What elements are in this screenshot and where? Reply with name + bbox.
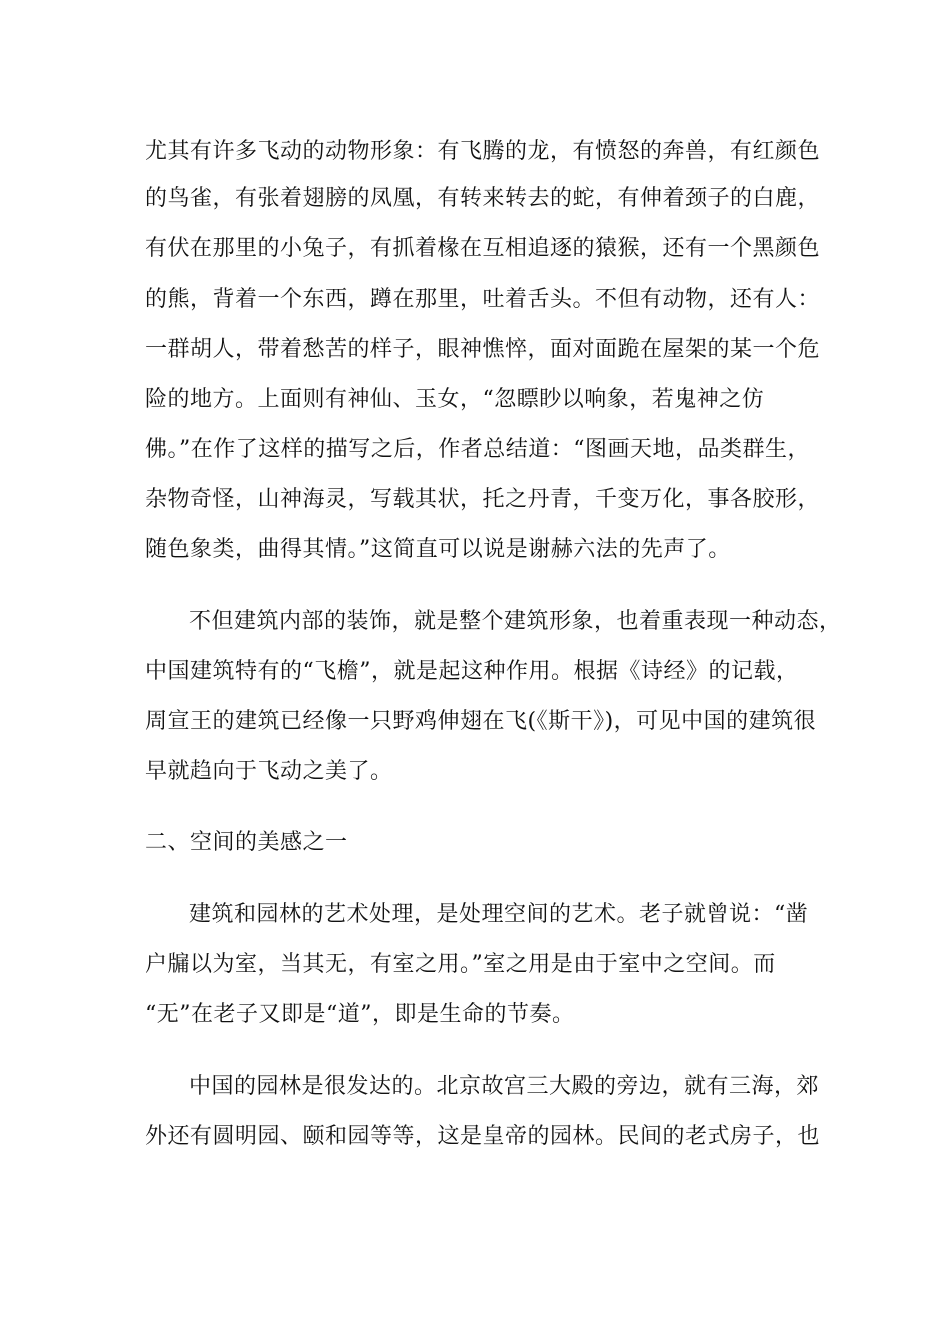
text-line: 的鸟雀，有张着翅膀的凤凰，有转来转去的蛇，有伸着颈子的白鹿， bbox=[145, 186, 821, 211]
text-line: 有伏在那里的小兔子，有抓着椽在互相追逐的猿猴，还有一个黑颜色 bbox=[145, 236, 821, 261]
text-line: 户牖以为室，当其无，有室之用。”室之用是由于室中之空间。而 bbox=[145, 952, 776, 977]
text-line: 不但建筑内部的装饰，就是整个建筑形象，也着重表现一种动态， bbox=[189, 609, 842, 634]
section-title: 二、空间的美感之一 bbox=[145, 830, 348, 855]
text-line: 早就趋向于飞动之美了。 bbox=[145, 759, 393, 784]
text-line: 尤其有许多飞动的动物形象：有飞腾的龙，有愤怒的奔兽，有红颜色 bbox=[145, 139, 821, 164]
text-line: 杂物奇怪，山神海灵，写载其状，托之丹青，千变万化，事各胶形， bbox=[145, 487, 821, 512]
text-line: 周宣王的建筑已经像一只野鸡伸翅在飞(《斯干》)，可见中国的建筑很 bbox=[145, 709, 817, 734]
text-line: 的熊，背着一个东西，蹲在那里，吐着舌头。不但有动物，还有人： bbox=[145, 287, 821, 312]
text-line: “无”在老子又即是“道”，即是生命的节奏。 bbox=[145, 1002, 575, 1027]
text-line: 中国的园林是很发达的。北京故宫三大殿的旁边，就有三海，郊 bbox=[189, 1074, 820, 1099]
text-line: 佛。”在作了这样的描写之后，作者总结道：“图画天地，品类群生， bbox=[145, 437, 810, 462]
text-line: 一群胡人，带着愁苦的样子，眼神憔悴，面对面跪在屋架的某一个危 bbox=[145, 337, 821, 362]
text-line: 外还有圆明园、颐和园等等，这是皇帝的园林。民间的老式房子，也 bbox=[145, 1124, 821, 1149]
text-line: 中国建筑特有的“飞檐”，就是起这种作用。根据《诗经》的记载， bbox=[145, 659, 799, 684]
text-line: 随色象类，曲得其情。”这简直可以说是谢赫六法的先声了。 bbox=[145, 537, 731, 562]
text-line: 建筑和园林的艺术处理，是处理空间的艺术。老子就曾说：“凿 bbox=[189, 902, 809, 927]
text-line: 险的地方。上面则有神仙、玉女，“忽瞟眇以响象，若鬼神之仿 bbox=[145, 387, 765, 412]
